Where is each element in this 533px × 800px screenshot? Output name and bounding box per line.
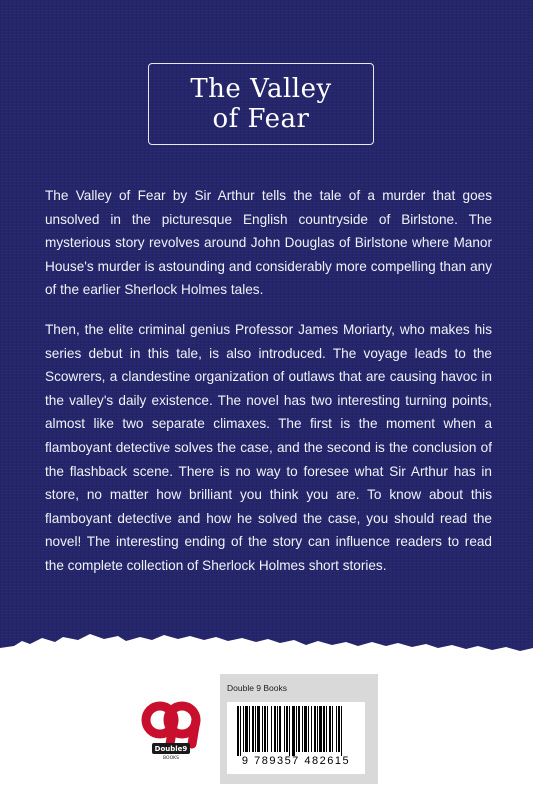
double9-logo-icon [140,700,202,760]
blurb-paragraph-2: Then, the elite criminal genius Professor James Moriarty, who makes his series debut in this tale, is also introduced. The voyage leads to the Scowrers, a clandestine organization of outlaws that are causing havoc in the valley's daily existence. The novel has two interesting turning points, almost like two separate climaxes. The first is the moment when a flamboyant detective solves the case, and the second is the conclusion of the flashback scene. There is no way to foresee what Sir Arthur has in store, no matter how brilliant you think you are. To know about this flamboyant detective and how he solved the case, you should read the novel! The interesting ending of the story can influence readers to read the complete collection of Sherlock Holmes short stories. [45,322,492,573]
logo-subtext: BOOKS [163,756,179,760]
logo-text: Double9 [154,745,188,753]
blurb-paragraph-1: The Valley of Fear by Sir Arthur tells the tale of a murder that goes unsolved in the picturesque English countryside of Birlstone. The mysterious story revolves around John Douglas of Birlstone where Manor House's murder is astounding and considerably more compelling than any of the earlier Sherlock Holmes tales. [45,188,492,298]
publisher-name: Double 9 Books [227,683,288,693]
isbn-digits: 9 789357 482615 [241,755,351,767]
barcode-area [227,702,365,774]
title-line-1: The Valley [190,74,332,104]
title-line-2: of Fear [212,104,310,134]
publisher-logo [140,700,202,760]
barcode-panel [220,674,378,784]
